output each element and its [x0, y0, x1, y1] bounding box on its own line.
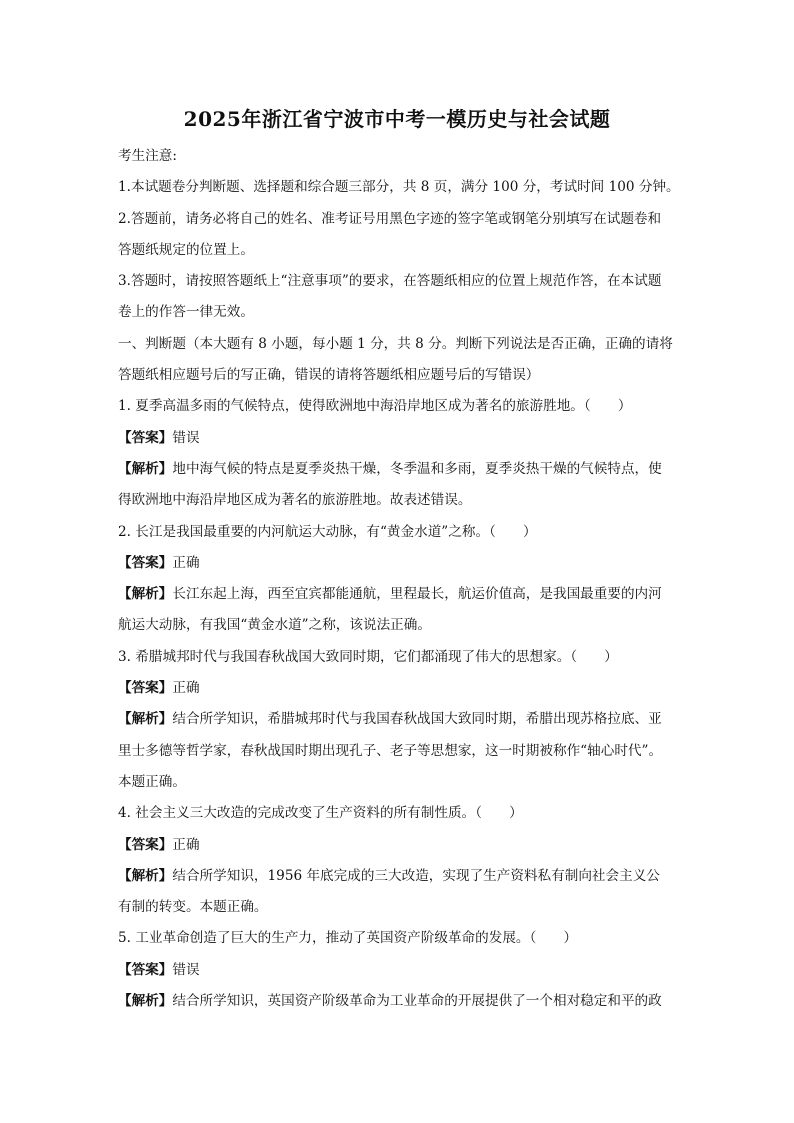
question-2: 2. 长江是我国最重要的内河航运大动脉，有“黄金水道”之称。（ ）	[118, 523, 537, 540]
analysis-1	[118, 454, 688, 485]
answer-label: 【答案】	[118, 836, 173, 853]
analysis-4	[118, 861, 688, 892]
analysis-text: 地中海气候的特点是夏季炎热干燥，冬季温和多雨，夏季炎热干燥的气候特点，使	[172, 460, 662, 477]
notice-item-1: 1.本试题卷分判断题、选择题和综合题三部分，共 8 页，满分 100 分，考试时间 100 分钟。	[118, 179, 680, 196]
notice-item-2-cont: 答题纸规定的位置上。	[118, 241, 254, 258]
question-3: 3. 希腊城邦时代与我国春秋战国大致同时期，它们都涌现了伟大的思想家。（ ）	[118, 648, 618, 665]
analysis-text: 结合所学知识，1956 年底完成的三大改造，实现了生产资料私有制向社会主义公	[172, 867, 660, 884]
notice-heading: 考生注意:	[118, 148, 177, 164]
analysis-3	[118, 704, 688, 735]
answer-label: 【答案】	[118, 961, 173, 978]
answer-value: 正确	[172, 680, 200, 697]
notice-item-3-cont: 卷上的作答一律无效。	[118, 304, 254, 321]
analysis-1-cont: 得欧洲地中海沿岸地区成为著名的旅游胜地。故表述错误。	[118, 492, 472, 509]
analysis-label: 【解析】	[118, 867, 173, 884]
analysis-4-cont: 有制的转变。本题正确。	[118, 899, 268, 916]
question-5: 5. 工业革命创造了巨大的生产力，推动了英国资产阶级革命的发展。（ ）	[118, 930, 578, 947]
answer-1	[118, 423, 688, 454]
answer-5	[118, 955, 688, 986]
answer-value: 错误	[172, 961, 200, 978]
answer-value: 正确	[172, 554, 200, 571]
question-4: 4. 社会主义三大改造的完成改变了生产资料的所有制性质。（ ）	[118, 805, 523, 822]
document-body	[118, 141, 688, 1017]
section-heading-cont: 答题纸相应题号后的写正确，错误的请将答题纸相应题号后的写错误）	[118, 367, 540, 384]
answer-2	[118, 548, 688, 579]
analysis-2	[118, 579, 688, 610]
notice-item-3: 3.答题时，请按照答题纸上“注意事项”的要求，在答题纸相应的位置上规范作答，在本试题	[118, 273, 662, 290]
analysis-text: 长江东起上海，西至宜宾都能通航，里程最长，航运价值高，是我国最重要的内河	[172, 586, 662, 603]
answer-label: 【答案】	[118, 429, 173, 446]
analysis-label: 【解析】	[118, 993, 173, 1010]
analysis-label: 【解析】	[118, 586, 173, 603]
answer-3	[118, 673, 688, 704]
analysis-5	[118, 986, 688, 1017]
answer-label: 【答案】	[118, 554, 173, 571]
section-heading: 一、判断题（本大题有 8 小题，每小题 1 分，共 8 分。判断下列说法是否正确，正确的请将	[118, 335, 673, 352]
analysis-label: 【解析】	[118, 711, 173, 728]
question-1: 1. 夏季高温多雨的气候特点，使得欧洲地中海沿岸地区成为著名的旅游胜地。（ ）	[118, 398, 632, 415]
analysis-3-cont-2: 本题正确。	[118, 773, 186, 790]
analysis-text: 结合所学知识，希腊城邦时代与我国春秋战国大致同时期，希腊出现苏格拉底、亚	[172, 711, 662, 728]
analysis-3-cont: 里士多德等哲学家，春秋战国时期出现孔子、老子等思想家，这一时期被称作“轴心时代”。	[118, 742, 663, 759]
analysis-2-cont: 航运大动脉，有我国“黄金水道”之称，该说法正确。	[118, 617, 431, 634]
answer-label: 【答案】	[118, 680, 173, 697]
analysis-label: 【解析】	[118, 460, 173, 477]
page-title: 2025年浙江省宁波市中考一模历史与社会试题	[183, 107, 611, 131]
analysis-text: 结合所学知识，英国资产阶级革命为工业革命的开展提供了一个相对稳定和平的政	[172, 993, 662, 1010]
notice-item-2: 2.答题前，请务必将自己的姓名、准考证号用黑色字迹的签字笔或钢笔分别填写在试题卷和	[118, 210, 662, 227]
answer-value: 正确	[172, 836, 200, 853]
answer-4	[118, 830, 688, 861]
answer-value: 错误	[172, 429, 200, 446]
